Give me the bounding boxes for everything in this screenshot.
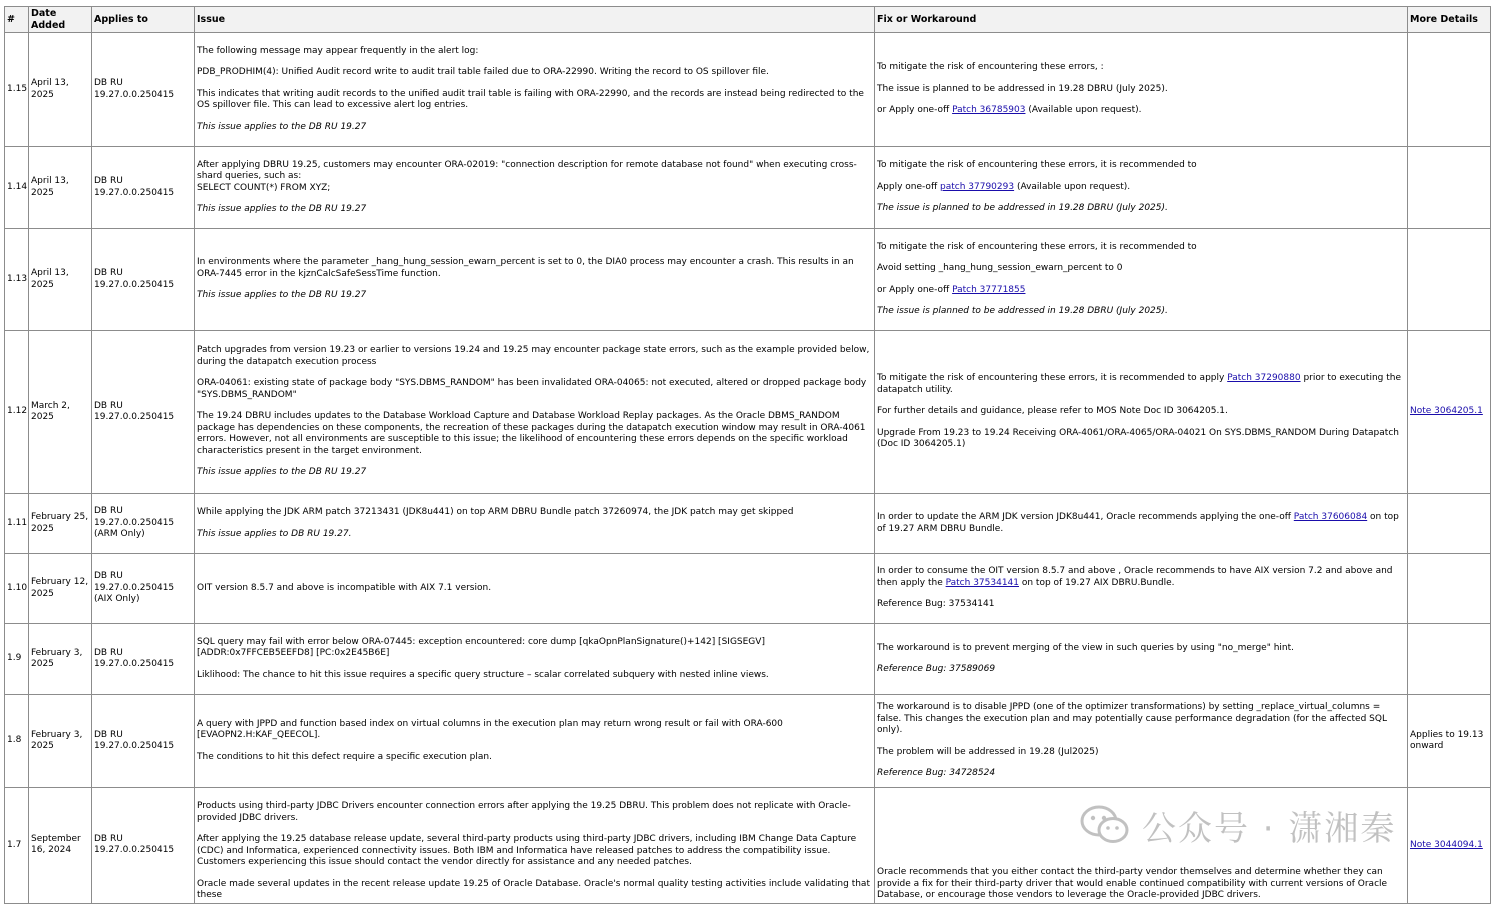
patch-link[interactable]: Patch 37771855 xyxy=(952,284,1026,295)
col-header-details: More Details xyxy=(1408,7,1491,33)
row-date: February 3, 2025 xyxy=(29,695,92,788)
row-issue xyxy=(195,331,875,494)
fix-text: The workaround is to disable JPPD (one of the optimizer transformations) by setting _replace_virtual_columns = false. This changes the execution plan and may potentially cause performance degradation (for the affected SQL only). xyxy=(877,702,1387,736)
table-row xyxy=(5,695,1491,788)
row-details xyxy=(1408,229,1491,331)
issue-text: A query with JPPD and function based index on virtual columns in the execution plan may return wrong result or fail with ORA-600 [EVAOPN2.H:KAF_QEECOL]. xyxy=(197,718,783,741)
row-date: February 12, 2025 xyxy=(29,554,92,624)
table-row xyxy=(5,331,1491,494)
row-date: February 3, 2025 xyxy=(29,624,92,695)
row-number: 1.15 xyxy=(5,33,29,147)
fix-text: Upgrade From 19.23 to 19.24 Receiving ORA-4061/ORA-4065/ORA-04021 On SYS.DBMS_RANDOM During Datapatch (Doc ID 3064205.1) xyxy=(877,427,1399,450)
issue-text: Products using third-party JDBC Drivers encounter connection errors after applying the 19.25 DBRU. This problem does not replicate with Oracle-provided JDBC drivers. xyxy=(197,801,851,823)
fix-note: The issue is planned to be addressed in 19.28 DBRU (July 2025). xyxy=(877,306,1168,316)
fix-text: To mitigate the risk of encountering these errors, it is recommended to xyxy=(877,241,1197,252)
row-fix xyxy=(875,229,1408,331)
col-header-fix: Fix or Workaround xyxy=(875,7,1408,33)
row-number: 1.8 xyxy=(5,695,29,788)
col-header-applies: Applies to xyxy=(92,7,195,33)
note-link[interactable]: Note 3064205.1 xyxy=(1410,406,1483,417)
table-row xyxy=(5,494,1491,554)
fix-text: Apply one-off patch 37790293 (Available upon request). xyxy=(877,181,1131,192)
row-fix xyxy=(875,331,1408,494)
row-date: February 25, 2025 xyxy=(29,494,92,554)
row-issue xyxy=(195,554,875,624)
row-issue xyxy=(195,788,875,904)
row-applies: DB RU 19.27.0.0.250415 xyxy=(92,788,195,904)
row-number: 1.11 xyxy=(5,494,29,554)
watermark xyxy=(1080,795,1460,855)
issue-text: The following message may appear frequently in the alert log: xyxy=(197,45,479,56)
row-fix xyxy=(875,147,1408,229)
issue-text: OIT version 8.5.7 and above is incompatible with AIX 7.1 version. xyxy=(197,582,492,593)
table-row xyxy=(5,624,1491,695)
issue-text: The 19.24 DBRU includes updates to the Database Workload Capture and Database Workload Replay packages. As the Oracle DBMS_RANDOM package has dependencies on these components, the recreation of these packages during the datapatch execution window may result in ORA-4061 errors. However, not all environments are susceptible to this issue; the likelihood of encountering these errors depends on the specific workload characteristics present in the target environment. xyxy=(197,411,866,456)
fix-note: Reference Bug: 37589069 xyxy=(877,664,996,674)
issue-note: This issue applies to the DB RU 19.27 xyxy=(197,204,367,214)
row-date: April 13, 2025 xyxy=(29,147,92,229)
row-date: September 16, 2024 xyxy=(29,788,92,904)
issue-text: The conditions to hit this defect require a specific execution plan. xyxy=(197,751,492,762)
row-date: March 2, 2025 xyxy=(29,331,92,494)
fix-note: The issue is planned to be addressed in 19.28 DBRU (July 2025). xyxy=(877,203,1168,214)
fix-text: The problem will be addressed in 19.28 (Jul2025) xyxy=(877,746,1099,757)
row-fix xyxy=(875,554,1408,624)
row-details xyxy=(1408,554,1491,624)
table-row xyxy=(5,147,1491,229)
row-applies: DB RU 19.27.0.0.250415 xyxy=(92,331,195,494)
row-applies: DB RU 19.27.0.0.250415 xyxy=(92,229,195,331)
fix-text: To mitigate the risk of encountering these errors, : xyxy=(877,62,1104,73)
row-number: 1.10 xyxy=(5,554,29,624)
issue-text: Liklihood: The chance to hit this issue requires a specific query structure – scalar correlated subquery with nested inline views. xyxy=(197,669,769,680)
table-row xyxy=(5,554,1491,624)
row-date: April 13, 2025 xyxy=(29,229,92,331)
fix-text: Reference Bug: 37534141 xyxy=(877,599,995,610)
issue-text: In environments where the parameter _hang_hung_session_ewarn_percent is set to 0, the DIA0 process may encounter a crash. This results in an ORA-7445 error in the kjznCalcSafeSessTime function. xyxy=(197,257,854,279)
col-header-num: # xyxy=(5,7,29,33)
row-fix xyxy=(875,695,1408,788)
row-details xyxy=(1408,331,1491,494)
row-number: 1.13 xyxy=(5,229,29,331)
issue-note: This issue applies to the DB RU 19.27 xyxy=(197,121,367,132)
watermark-text: 公众号 · 潇湘秦 xyxy=(1142,808,1397,849)
col-header-issue: Issue xyxy=(195,7,875,33)
row-number: 1.7 xyxy=(5,788,29,904)
patch-link[interactable]: patch 37790293 xyxy=(940,181,1015,192)
row-issue xyxy=(195,624,875,695)
header-row xyxy=(5,7,1491,33)
issue-text: Oracle made several updates in the recent release update 19.25 of Oracle Database. Oracle's normal quality testing activities include validating that these xyxy=(197,878,870,900)
row-issue xyxy=(195,147,875,229)
row-number: 1.14 xyxy=(5,147,29,229)
fix-note: Reference Bug: 34728524 xyxy=(877,768,996,779)
row-applies: DB RU 19.27.0.0.250415 (ARM Only) xyxy=(92,494,195,554)
fix-text: For further details and guidance, please refer to MOS Note Doc ID 3064205.1. xyxy=(877,406,1228,417)
row-issue xyxy=(195,494,875,554)
row-issue xyxy=(195,33,875,147)
row-number: 1.12 xyxy=(5,331,29,494)
row-issue xyxy=(195,229,875,331)
known-issues-table xyxy=(4,6,1491,904)
fix-text: The issue is planned to be addressed in 19.28 DBRU (July 2025). xyxy=(877,83,1168,94)
issue-text: PDB_PRODHIM(4): Unified Audit record write to audit trail table failed due to ORA-22990. Writing the record to OS spillover file. xyxy=(197,67,769,78)
row-number: 1.9 xyxy=(5,624,29,695)
fix-text: The workaround is to prevent merging of the view in such queries by using "no_merge" hint. xyxy=(877,642,1295,653)
row-fix xyxy=(875,624,1408,695)
issue-note: This issue applies to the DB RU 19.27 xyxy=(197,290,367,301)
issue-text: After applying the 19.25 database release update, several third-party products using third-party JDBC drivers, including IBM Change Data Capture (CDC) and Informatica, experienced connectivity issues. Both IBM and Informatica have released patches to address the compatibility issue. Customers experiencing this issue should contact the vendor directly for assistance and any needed patches. xyxy=(197,834,857,867)
row-details xyxy=(1408,494,1491,554)
table-row xyxy=(5,33,1491,147)
row-applies: DB RU 19.27.0.0.250415 xyxy=(92,695,195,788)
patch-link[interactable]: Patch 37606084 xyxy=(1293,512,1368,522)
fix-text: Avoid setting _hang_hung_session_ewarn_percent to 0 xyxy=(877,263,1123,273)
row-details: Applies to 19.13 onward xyxy=(1408,695,1491,788)
table-row xyxy=(5,229,1491,331)
patch-link[interactable]: Patch 37290880 xyxy=(1227,373,1301,384)
row-fix xyxy=(875,33,1408,147)
row-fix xyxy=(875,494,1408,554)
patch-link[interactable]: Patch 36785903 xyxy=(952,105,1026,116)
fix-text: Oracle recommends that you either contact the third-party vendor themselves and determine whether they can provide a fix for their third-party driver that would enable continued compatibility with current versions of Oracle Database, or encourage those vendors to leverage the Oracle-provided JDBC drivers. xyxy=(877,867,1388,900)
issue-text: SQL query may fail with error below ORA-07445: exception encountered: core dump [qkaOpnPlanSignature()+142] [SIGSEGV] [ADDR:0x7FFCEB5EEFD8] [PC:0x2E45B6E] xyxy=(197,636,765,659)
fix-text: To mitigate the risk of encountering these errors, it is recommended to xyxy=(877,160,1197,171)
fix-text: In order to consume the OIT version 8.5.7 and above , Oracle recommends to have AIX version 7.2 and above and then apply the Patch 37534141 on top of 19.27 AIX DBRU.Bundle. xyxy=(877,566,1393,588)
issue-text: This indicates that writing audit records to the unified audit trail table is failing with ORA-22990, and the records are instead being redirected to the OS spillover file. This can lead to excessive alert log entries. xyxy=(197,88,864,111)
fix-text: or Apply one-off Patch 37771855 xyxy=(877,284,1026,295)
fix-text: To mitigate the risk of encountering these errors, it is recommended to apply Patch 37290880 prior to executing the datapatch utility. xyxy=(877,373,1402,395)
note-link[interactable]: Note 3044094.1 xyxy=(1410,839,1483,850)
row-applies: DB RU 19.27.0.0.250415 xyxy=(92,624,195,695)
wechat-icon xyxy=(1080,804,1130,846)
issue-text: Patch upgrades from version 19.23 or earlier to versions 19.24 and 19.25 may encounter package state errors, such as the example provided below, during the datapatch execution process xyxy=(197,345,870,367)
issue-note: This issue applies to the DB RU 19.27 xyxy=(197,467,367,478)
issue-note: This issue applies to DB RU 19.27. xyxy=(197,528,352,539)
fix-text: or Apply one-off Patch 36785903 (Available upon request). xyxy=(877,105,1142,116)
issue-text: ORA-04061: existing state of package body "SYS.DBMS_RANDOM" has been invalidated ORA-04065: not executed, altered or dropped package body "SYS.DBMS_RANDOM" xyxy=(197,378,867,400)
fix-text: In order to update the ARM JDK version JDK8u441, Oracle recommends applying the one-off Patch 37606084 on top of 19.27 ARM DBRU Bundle. xyxy=(877,512,1399,534)
row-applies: DB RU 19.27.0.0.250415 (AIX Only) xyxy=(92,554,195,624)
row-details xyxy=(1408,147,1491,229)
patch-link[interactable]: Patch 37534141 xyxy=(945,577,1019,588)
issue-text: After applying DBRU 19.25, customers may encounter ORA-02019: "connection description for remote database not found" when executing cross-shard queries, such as: SELECT COUNT(*) FROM XYZ; xyxy=(197,159,857,193)
row-issue xyxy=(195,695,875,788)
row-details xyxy=(1408,33,1491,147)
row-details xyxy=(1408,624,1491,695)
row-applies: DB RU 19.27.0.0.250415 xyxy=(92,147,195,229)
row-date: April 13, 2025 xyxy=(29,33,92,147)
row-applies: DB RU 19.27.0.0.250415 xyxy=(92,33,195,147)
col-header-date: Date Added xyxy=(29,7,92,33)
issue-text: While applying the JDK ARM patch 37213431 (JDK8u441) on top ARM DBRU Bundle patch 37260974, the JDK patch may get skipped xyxy=(197,507,794,517)
